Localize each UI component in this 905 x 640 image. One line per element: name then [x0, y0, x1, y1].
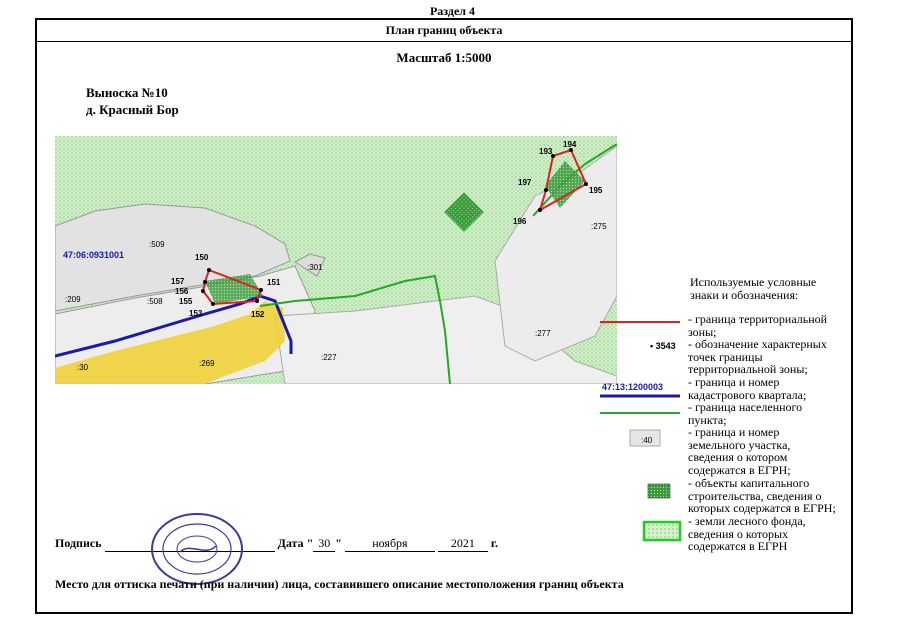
- callout-place: д. Красный Бор: [86, 102, 179, 117]
- signature-row: Подпись Дата " 30 " ноября 2021 г.: [55, 536, 499, 550]
- parcel-label: :301: [307, 263, 323, 272]
- parcel-label: :508: [147, 297, 163, 306]
- date-label: Дата: [277, 536, 304, 550]
- plan-title: План границ объекта: [35, 18, 853, 42]
- parcel-label: :30: [77, 363, 89, 372]
- legend-item-building: - объекты капитального строительства, сведения о которых содержатся в ЕГРН;: [688, 476, 836, 515]
- parcel-label: :269: [199, 359, 215, 368]
- legend-point-sample: • 3543: [650, 341, 676, 351]
- boundary-map: [55, 136, 617, 384]
- legend-forest-swatch: [644, 522, 680, 540]
- point-label: 193: [539, 147, 553, 156]
- point-label: 150: [195, 253, 209, 262]
- point-label: 194: [563, 140, 577, 149]
- seal-stamp: [150, 512, 244, 586]
- point-label: 152: [251, 310, 265, 319]
- parcel-label: :227: [321, 353, 337, 362]
- legend-item-forest: - земли лесного фонда, сведения о которых содержатся в ЕГРН: [688, 514, 806, 553]
- scale-label: Масштаб 1:5000: [396, 50, 492, 65]
- parcel-label: :509: [149, 240, 165, 249]
- legend-item-settlement: - граница населенного пункта;: [688, 400, 803, 427]
- legend-building-swatch: [648, 484, 670, 498]
- legend-item-parcel: - граница и номер земельного участка, сведения о котором содержатся в ЕГРН;: [688, 425, 791, 477]
- signature-label: Подпись: [55, 536, 102, 550]
- point-label: 156: [175, 287, 189, 296]
- parcel-label: :277: [535, 329, 551, 338]
- legend-title: Используемые условные знаки и обозначения:: [690, 275, 817, 302]
- point-label: 151: [267, 278, 281, 287]
- section-title: Раздел 4: [429, 4, 476, 18]
- point-label: 155: [179, 297, 193, 306]
- legend-parcel-sample: :40: [641, 436, 653, 445]
- stamp-note: Место для оттиска печати (при наличии) лица, составившего описание местоположения границ объекта: [55, 577, 624, 591]
- parcel-label: :209: [65, 295, 81, 304]
- point-label: 153: [189, 309, 203, 318]
- legend-quarter-sample: 47:13:1200003: [602, 382, 664, 392]
- point-label: 196: [513, 217, 527, 226]
- date-year: 2021: [438, 536, 488, 552]
- date-day: 30: [313, 536, 335, 552]
- callout-label: [86, 84, 179, 118]
- legend-item-zone: - граница территориальной зоны;: [688, 312, 828, 339]
- callout-number: Выноска №10: [86, 85, 168, 100]
- year-suffix: г.: [490, 536, 499, 550]
- point-label: 157: [171, 277, 185, 286]
- point-label: 195: [589, 186, 603, 195]
- legend-item-points: - обозначение характерных точек границы территориальной зоны;: [688, 337, 827, 376]
- parcel-label: :275: [591, 222, 607, 231]
- point-label: 197: [518, 178, 532, 187]
- date-month: ноября: [345, 536, 435, 552]
- quarter-label: 47:06:0931001: [63, 250, 125, 260]
- legend-item-quarter: - граница и номер кадастрового квартала;: [688, 375, 807, 402]
